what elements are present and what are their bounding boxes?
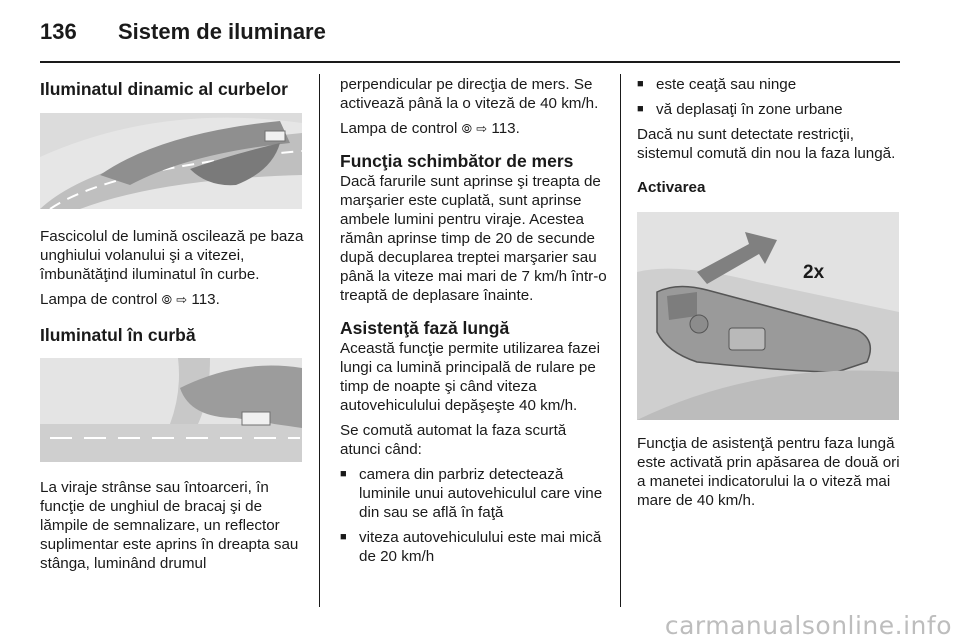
- para-activation: Funcţia de asistenţă pentru faza lungă este activată prin apăsarea de două ori a manetei indicatorului la o viteză mai mare de 40 km/h.: [637, 435, 900, 509]
- para-auto-switch: Se comută automat la faza scurtă atunci când:: [340, 422, 567, 458]
- para-no-restrictions: Dacă nu sunt detectate restricţii, sistemul comută din nou la faza lungă.: [637, 126, 896, 162]
- lamp-control-ref-1: [40, 290, 308, 309]
- list-item: [340, 465, 610, 522]
- bullet-icon: ■: [637, 78, 644, 90]
- page-number: 136: [40, 19, 77, 44]
- cornering-light-illustration: [40, 358, 302, 462]
- column-divider-1: [319, 74, 320, 607]
- watermark: carmanualsonline.info: [664, 611, 952, 640]
- para-high-beam-assist: Această funcţie permite utilizarea fazei lungi ca lumină principală de rulare pe timp de noapte şi când viteza autovehiculului depăşeşte 40 km/h.: [340, 340, 601, 414]
- bullet-icon: ■: [340, 531, 347, 543]
- lamp-control-icon: ⦾: [161, 292, 172, 307]
- para-cornering-continued: perpendicular pe direcţia de mers. Se activează până la o viteză de 40 km/h.: [340, 76, 599, 112]
- list-item: [340, 528, 610, 566]
- bullet-icon: ■: [637, 103, 644, 115]
- para-gear-shift-function: Dacă farurile sunt aprinse şi treapta de marşarier este cuplată, sunt aprinse ambele lumini pentru viraje. Acestea rămân aprinse timp de 20 de secunde după decuplarea treptei marşarier sau până la viteze mai mari de 7 km/h într-o treaptă de deplasare înainte.: [340, 173, 607, 304]
- list-item: [637, 100, 902, 119]
- stalk-illustration: [637, 212, 899, 420]
- lamp-control-label: Lampa de control: [40, 291, 158, 308]
- indicator-stalk-figure: [637, 212, 899, 420]
- heading-high-beam-assist: Asistenţă fază lungă: [340, 318, 510, 338]
- page-ref-arrow-icon: ⇨: [476, 121, 488, 136]
- column-2: [340, 75, 610, 566]
- page-ref-arrow-icon: ⇨: [176, 292, 188, 307]
- heading-gear-shift-function: Funcţia schimbător de mers: [340, 151, 574, 171]
- column-1: [40, 75, 308, 573]
- list-item-text: vă deplasaţi în zone urbane: [656, 101, 843, 118]
- lamp-control-page: 113.: [191, 291, 220, 308]
- list-item: [637, 75, 902, 94]
- lamp-control-label: Lampa de control: [340, 120, 458, 137]
- dynamic-curve-illustration: [40, 113, 302, 209]
- bullet-icon: ■: [340, 468, 347, 480]
- lamp-control-icon: ⦾: [461, 121, 472, 136]
- heading-activation: Activarea: [637, 179, 706, 196]
- lamp-control-ref-2: [340, 119, 610, 138]
- list-item-text: este ceaţă sau ninge: [656, 76, 797, 93]
- lamp-control-page: 113.: [491, 120, 520, 137]
- heading-dynamic-curve-light: Iluminatul dinamic al curbelor: [40, 79, 288, 99]
- list-item-text: viteza autovehiculului este mai mică de 20 km/h: [359, 529, 602, 565]
- column-3: [637, 75, 902, 510]
- press-twice-label: 2x: [803, 262, 825, 283]
- para-dynamic-curve: Fascicolul de lumină oscilează pe baza unghiului volanului şi a vitezei, îmbunătăţind iluminatul în curbe.: [40, 228, 304, 283]
- heading-cornering-light: Iluminatul în curbă: [40, 325, 196, 345]
- column-divider-2: [620, 74, 621, 607]
- header-rule: [40, 61, 900, 63]
- list-item-text: camera din parbriz detectează luminile unui autovehiculul care vine din sau se află în faţă: [359, 466, 603, 521]
- page-title: Sistem de iluminare: [118, 19, 326, 44]
- para-cornering-light: La viraje strânse sau întoarceri, în funcţie de unghiul de bracaj şi de lămpile de semnalizare, un reflector suplimentar este aprins în dreapta sau stânga, luminând drumul: [40, 479, 299, 572]
